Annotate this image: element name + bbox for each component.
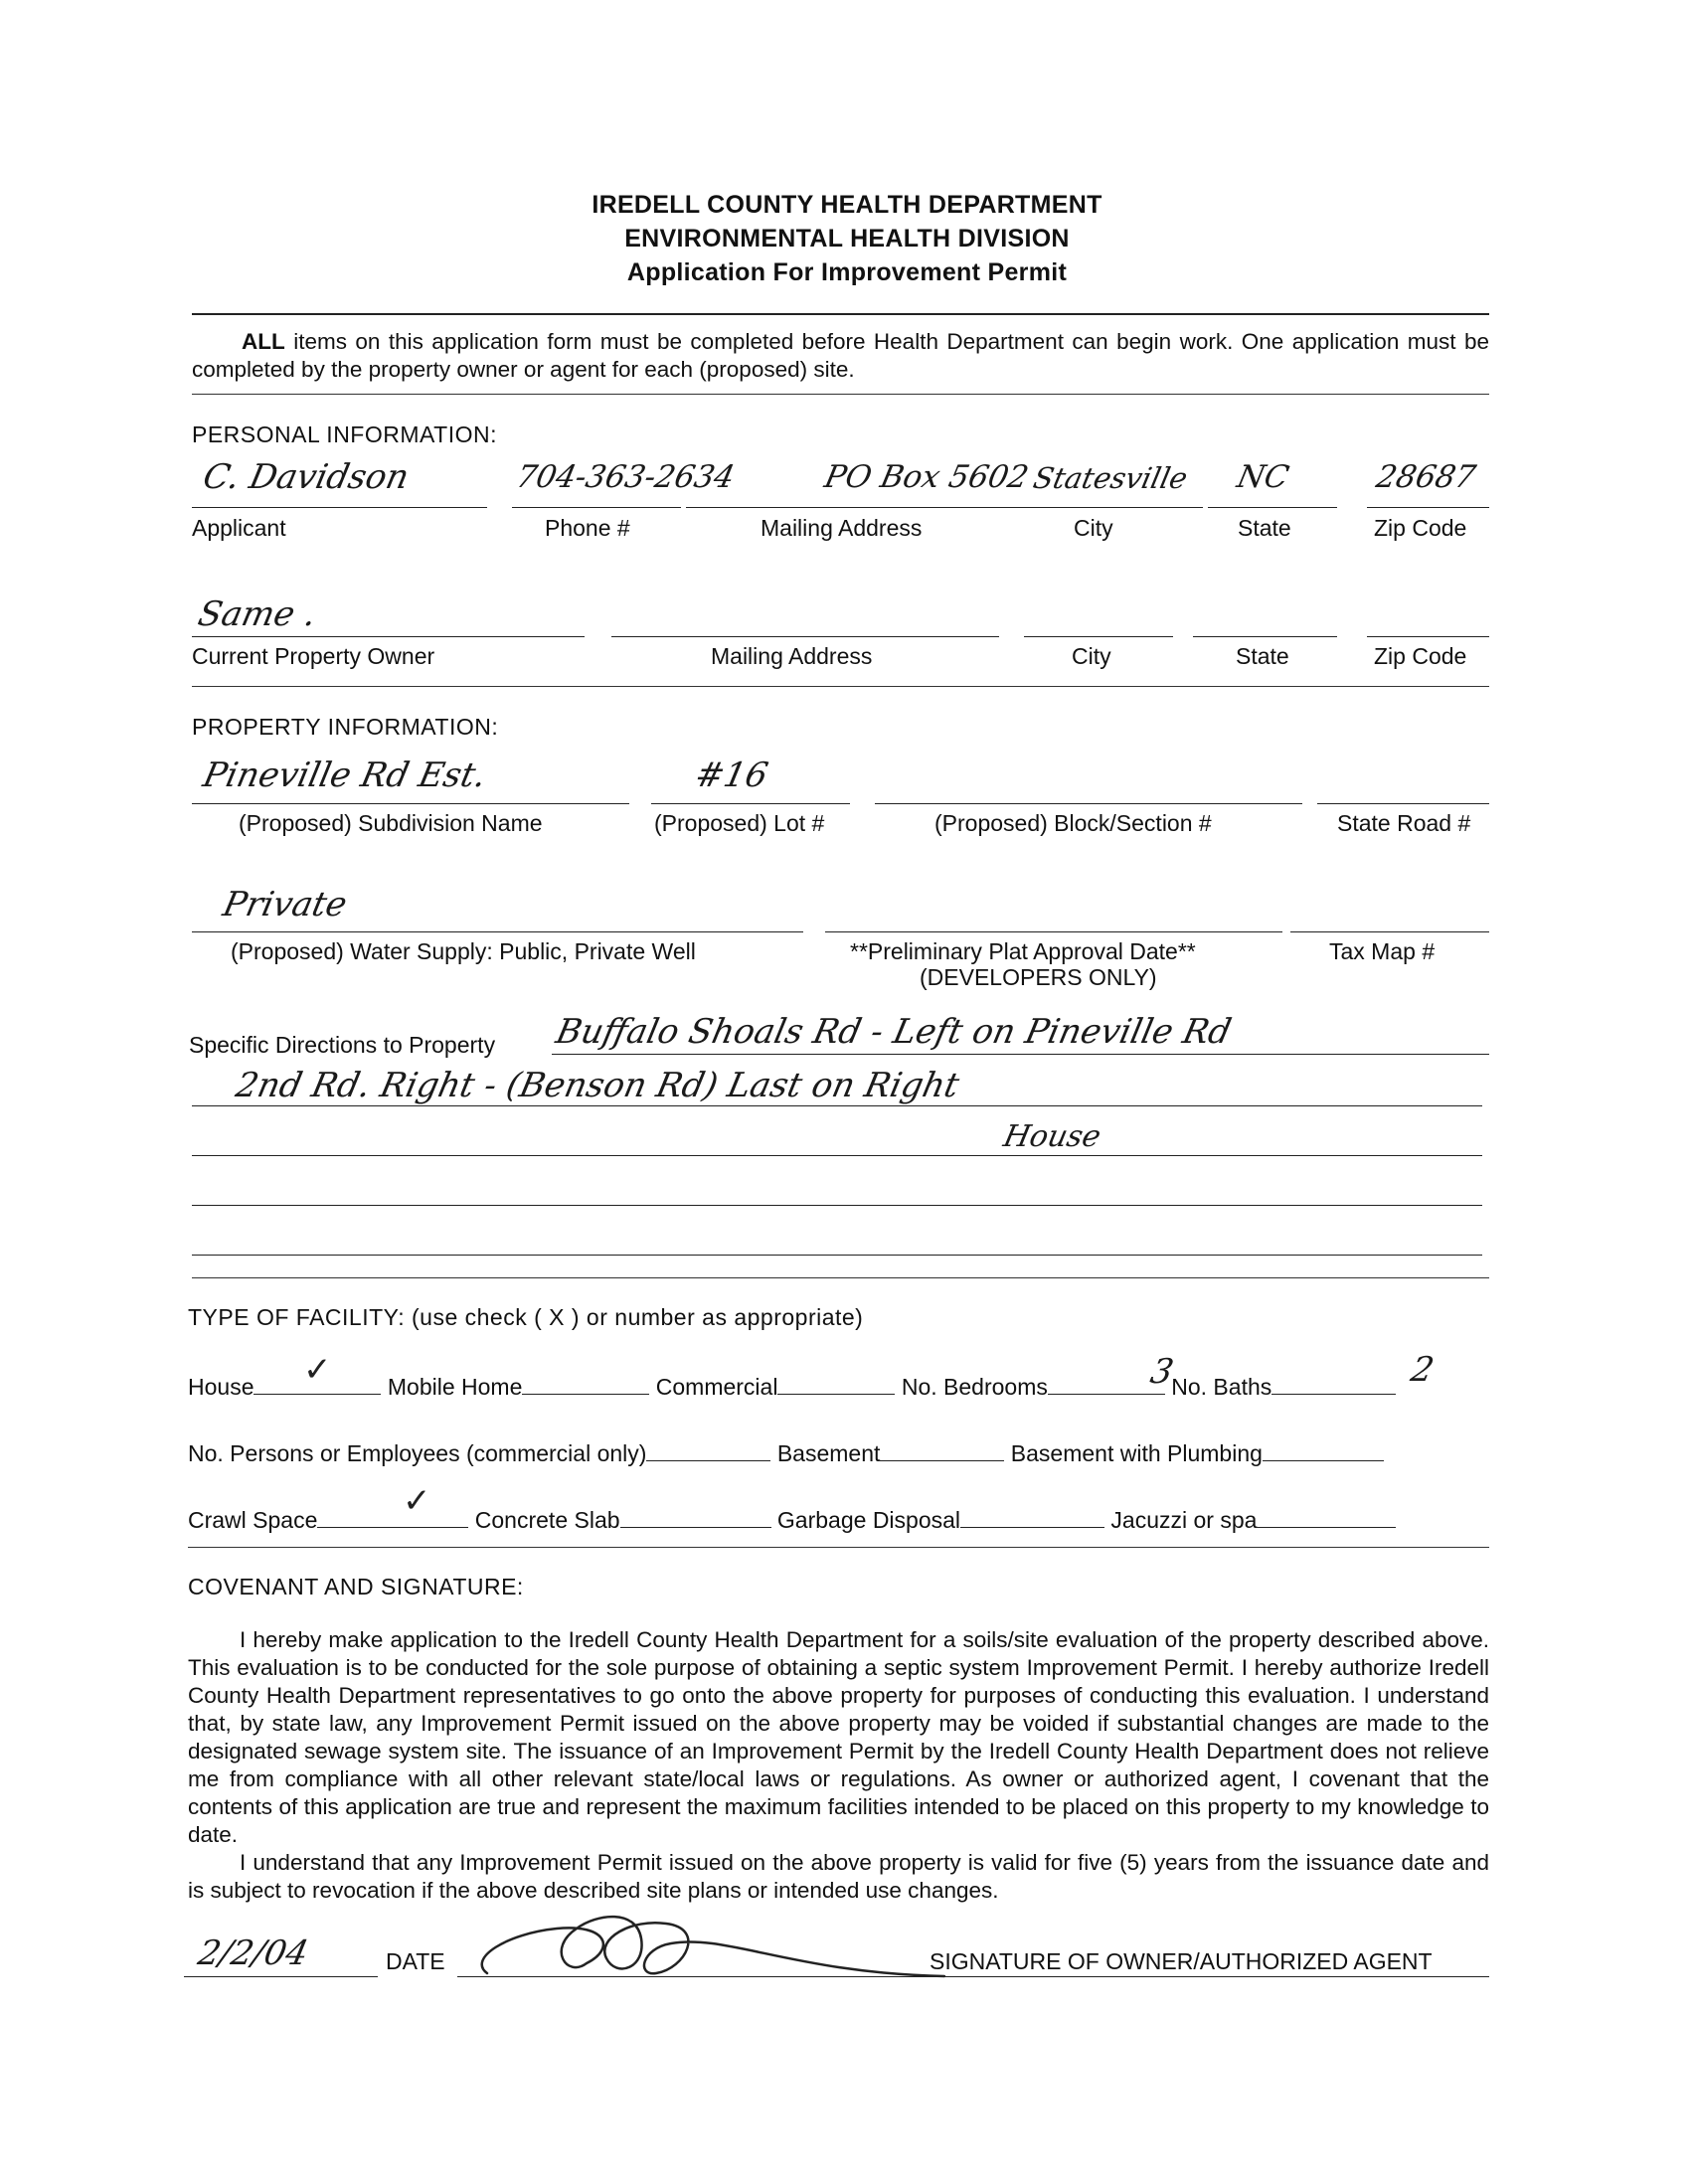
owner-zip-label: Zip Code <box>1374 643 1467 669</box>
facility-row-1: House Mobile Home Commercial No. Bedrooms No. Baths <box>188 1372 1396 1401</box>
lot-value: #16 <box>691 756 772 795</box>
persons-field[interactable] <box>646 1438 770 1461</box>
date-label: DATE <box>386 1948 445 1974</box>
divider <box>192 394 1489 395</box>
phone-value: 704-363-2634 <box>513 459 739 495</box>
state-label: State <box>1238 515 1291 541</box>
zip-value: 28687 <box>1373 459 1479 495</box>
subdivision-label: (Proposed) Subdivision Name <box>239 810 543 836</box>
owner-state-label: State <box>1236 643 1289 669</box>
city-label: City <box>1074 515 1113 541</box>
directions-value-3: House <box>1000 1119 1104 1154</box>
zip-label: Zip Code <box>1374 515 1467 541</box>
crawl-check: ✓ <box>403 1482 431 1520</box>
baths-field[interactable] <box>1271 1372 1396 1395</box>
water-label: (Proposed) Water Supply: Public, Private Well <box>231 938 696 964</box>
baths-value: 2 <box>1407 1350 1438 1390</box>
road-label: State Road # <box>1337 810 1471 836</box>
commercial-field[interactable] <box>777 1372 895 1395</box>
header-line-3: Application For Improvement Permit <box>626 258 1068 286</box>
plat-label: **Preliminary Plat Approval Date** <box>850 938 1196 964</box>
plat-note: (DEVELOPERS ONLY) <box>920 964 1157 990</box>
water-value: Private <box>219 885 351 924</box>
covenant-paragraph-1: I hereby make application to the Iredell County Health Department for a soils/site evaluation of the property described above. This evaluation is to be conducted for the sole purpose of obtaining a septic system Improvement Permit. I hereby authorize Iredell County Health Department representatives to go onto the above property for purposes of conducting this evaluation. I understand that, by state law, any Improvement Permit issued on the above property may be voided if substantial changes are made to the designated sewage system site. The issuance of an Improvement Permit by the Iredell County Health Department does not relieve me from compliance with all other relevant state/local laws or regulations. As owner or authorized agent, I covenant that the contents of this application are true and represent the maximum facilities intended to be placed on this property to my knowledge to date. <box>188 1627 1489 1847</box>
covenant-section-title: COVENANT AND SIGNATURE: <box>188 1574 524 1599</box>
facility-row-2: No. Persons or Employees (commercial only) Basement Basement with Plumbing <box>188 1438 1384 1467</box>
jacuzzi-field[interactable] <box>1257 1505 1396 1528</box>
property-section-title: PROPERTY INFORMATION: <box>192 714 499 740</box>
personal-section-title: PERSONAL INFORMATION: <box>192 421 497 447</box>
signature-label: SIGNATURE OF OWNER/AUTHORIZED AGENT <box>930 1948 1433 1974</box>
phone-label: Phone # <box>545 515 630 541</box>
directions-value-1: Buffalo Shoals Rd - Left on Pineville Rd <box>552 1012 1236 1052</box>
garbage-field[interactable] <box>960 1505 1104 1528</box>
bedrooms-value: 3 <box>1146 1352 1177 1392</box>
directions-value-2: 2nd Rd. Right - (Benson Rd) Last on Right <box>232 1066 963 1105</box>
owner-mailing-label: Mailing Address <box>711 643 873 669</box>
mobile-field[interactable] <box>522 1372 649 1395</box>
facility-row-3: Crawl Space Concrete Slab Garbage Disposal Jacuzzi or spa <box>188 1505 1396 1534</box>
city-value: Statesville <box>1030 461 1191 495</box>
divider <box>192 313 1489 315</box>
house-check: ✓ <box>303 1351 332 1389</box>
header-line-2: ENVIRONMENTAL HEALTH DIVISION <box>624 225 1070 252</box>
applicant-label: Applicant <box>192 515 286 541</box>
basement-plumbing-field[interactable] <box>1263 1438 1384 1461</box>
state-value: NC <box>1234 459 1292 495</box>
covenant-paragraph-2: I understand that any Improvement Permit issued on the above property is valid for five (5) years from the issuance date and is subject to revocation if the above described site plans or intended use changes. <box>188 1850 1489 1903</box>
date-value: 2/2/04 <box>194 1933 312 1973</box>
mailing-label: Mailing Address <box>761 515 923 541</box>
directions-label: Specific Directions to Property <box>189 1032 496 1058</box>
facility-section-title: TYPE OF FACILITY: (use check ( X ) or number as appropriate) <box>188 1304 864 1330</box>
crawl-field[interactable] <box>317 1505 468 1528</box>
owner-city-label: City <box>1072 643 1111 669</box>
applicant-value: C. Davidson <box>199 457 413 497</box>
owner-value: Same . <box>194 594 320 634</box>
mailing-value: PO Box 5602 <box>821 459 1032 495</box>
header-line-1: IREDELL COUNTY HEALTH DEPARTMENT <box>592 191 1102 219</box>
owner-label: Current Property Owner <box>192 643 435 669</box>
subdivision-value: Pineville Rd Est. <box>199 756 490 795</box>
signature-image <box>467 1889 964 1988</box>
taxmap-label: Tax Map # <box>1329 938 1436 964</box>
basement-field[interactable] <box>880 1438 1004 1461</box>
lot-label: (Proposed) Lot # <box>654 810 825 836</box>
intro-text: ALL items on this application form must be completed before Health Department can begin work. One application must be completed by the property owner or agent for each (proposed) site. <box>192 329 1489 382</box>
slab-field[interactable] <box>620 1505 771 1528</box>
block-label: (Proposed) Block/Section # <box>934 810 1212 836</box>
